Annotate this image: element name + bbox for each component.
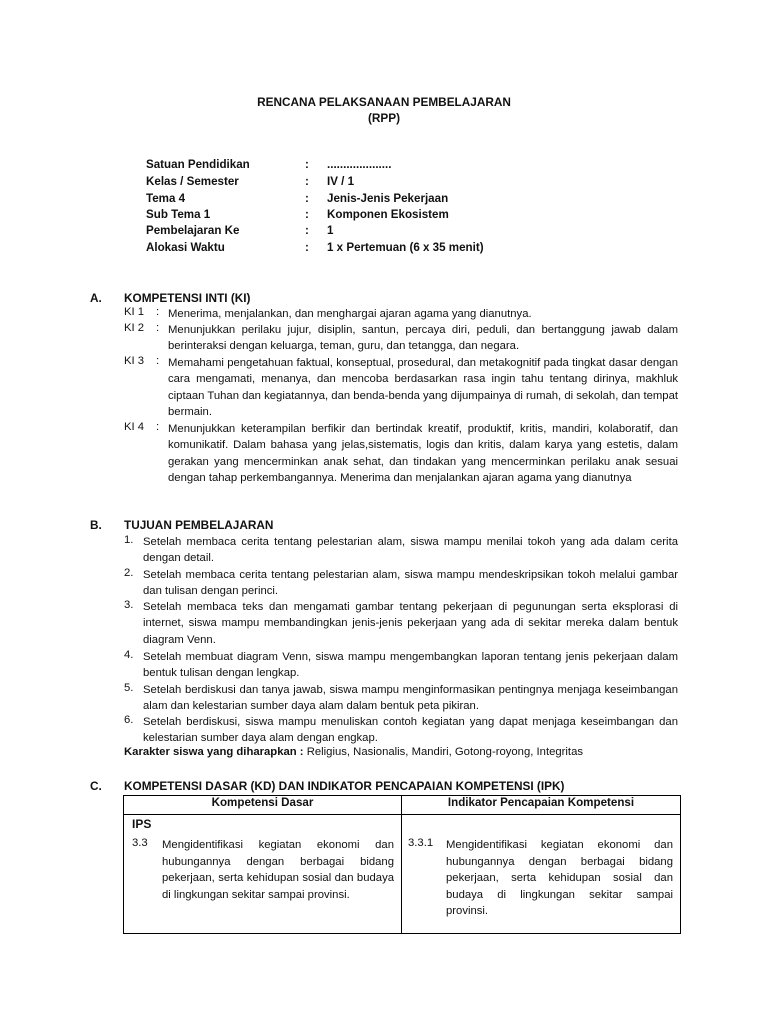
identity-value: Komponen Ekosistem bbox=[327, 208, 449, 221]
identity-label: Satuan Pendidikan bbox=[146, 158, 250, 171]
identity-value: Jenis-Jenis Pekerjaan bbox=[327, 192, 449, 205]
document-title: RENCANA PELAKSANAAN PEMBELAJARAN bbox=[257, 95, 511, 109]
identity-colon: : bbox=[305, 224, 309, 237]
kd-text: Mengidentifikasi kegiatan ekonomi dan hubungannya dengan berbagai bidang pekerjaan, serta kehidupan sosial dan budaya di lingkungan sekitar sampai provinsi. bbox=[162, 839, 394, 901]
identity-value: IV / 1 bbox=[327, 175, 355, 188]
objective-number: 6. bbox=[124, 714, 134, 726]
ki-text: Menerima, menjalankan, dan menghargai ajaran agama yang dianutnya. bbox=[168, 308, 532, 320]
ki-colon: : bbox=[156, 421, 160, 433]
identity-label: Kelas / Semester bbox=[146, 175, 239, 188]
ki-colon: : bbox=[156, 355, 160, 367]
objective-number: 1. bbox=[124, 534, 134, 546]
identity-colon: : bbox=[305, 208, 309, 221]
ki-text: Menunjukkan keterampilan berfikir dan bertindak kreatif, produktif, kritis, mandiri, kolaboratif, dan komunikatif. Dalam bahasa yang jelas,sistematis, logis dan kritis, dalam karya yang estetis, dalam gerakan yang mencerminkan anak sehat, dan tindakan yang mencerminkan perilaku anak sesuai dengan tahap perkembangannya. Menerima dan menjalankan ajaran agama yang dianutnya bbox=[168, 423, 678, 484]
identity-colon: : bbox=[305, 175, 309, 188]
character-line bbox=[124, 746, 583, 758]
ki-code: KI 2 bbox=[124, 322, 145, 334]
identity-label: Pembelajaran Ke bbox=[146, 224, 240, 237]
ipk-number: 3.3.1 bbox=[408, 837, 434, 849]
identity-label: Alokasi Waktu bbox=[146, 241, 225, 254]
objective-number: 2. bbox=[124, 567, 134, 579]
document-subtitle: (RPP) bbox=[367, 111, 401, 125]
ki-code: KI 4 bbox=[124, 421, 145, 433]
ipk-cell bbox=[402, 833, 681, 934]
objective-text: Setelah membaca cerita tentang pelestarian alam, siswa mampu mendeskripsikan tokoh melalui gambar dan tulisan dengan perinci. bbox=[143, 569, 678, 598]
ipk-text: Mengidentifikasi kegiatan ekonomi dan hubungannya dengan berbagai bidang pekerjaan, serta kehidupan sosial dan budaya di lingkungan sekitar sampai provinsi. bbox=[446, 839, 673, 917]
identity-colon: : bbox=[305, 241, 309, 254]
ki-text: Memahami pengetahuan faktual, konseptual, prosedural, dan metakognitif pada tingkat dasar dengan cara mengamati, menanya, dan mencoba berdasarkan rasa ingin tahu tentang dirinya, makhluk ciptaan Tuhan dan kegiatannya, dan benda-benda yang dijumpainya di rumah, di sekolah, dan tempat bermain. bbox=[168, 357, 678, 418]
section-c-letter: C. bbox=[90, 779, 102, 793]
ki-code: KI 1 bbox=[124, 306, 145, 318]
identity-value: 1 bbox=[327, 224, 334, 237]
ki-code: KI 3 bbox=[124, 355, 145, 367]
kd-cell bbox=[124, 833, 402, 934]
identity-value: .................... bbox=[327, 158, 392, 171]
kd-ipk-table bbox=[123, 795, 681, 934]
section-a-title: KOMPETENSI INTI (KI) bbox=[124, 291, 251, 305]
objective-number: 4. bbox=[124, 649, 134, 661]
section-b-title: TUJUAN PEMBELAJARAN bbox=[124, 518, 274, 532]
table-row bbox=[124, 833, 681, 934]
subject-row bbox=[124, 815, 681, 834]
section-b-letter: B. bbox=[90, 518, 102, 532]
objective-text: Setelah membuat diagram Venn, siswa mampu mengembangkan laporan tentang jenis pekerjaan dalam bentuk tulisan dengan lengkap. bbox=[143, 651, 678, 680]
identity-colon: : bbox=[305, 158, 309, 171]
character-values: Religius, Nasionalis, Mandiri, Gotong-royong, Integritas bbox=[306, 746, 583, 758]
objective-text: Setelah berdiskusi dan tanya jawab, siswa mampu menginformasikan pentingnya menjaga keseimbangan alam dan kelestarian sumber daya alam dalam bentuk peta pikiran. bbox=[143, 684, 678, 713]
identity-label: Tema 4 bbox=[146, 192, 186, 205]
subject-empty-cell bbox=[402, 815, 681, 834]
ki-text: Menunjukkan perilaku jujur, disiplin, santun, percaya diri, peduli, dan bertanggung jawab dalam berinteraksi dengan keluarga, teman, guru, dan tetangga, dan negara. bbox=[168, 324, 678, 353]
ki-colon: : bbox=[156, 306, 160, 318]
objective-text: Setelah membaca cerita tentang pelestarian alam, siswa mampu menilai tokoh yang ada dalam cerita dengan detail. bbox=[143, 536, 678, 565]
section-a-letter: A. bbox=[90, 291, 102, 305]
objective-number: 3. bbox=[124, 599, 134, 611]
identity-value: 1 x Pertemuan (6 x 35 menit) bbox=[327, 241, 484, 254]
subject-label: IPS bbox=[124, 815, 402, 834]
section-c-title: KOMPETENSI DASAR (KD) DAN INDIKATOR PENCAPAIAN KOMPETENSI (IPK) bbox=[124, 779, 565, 793]
identity-label: Sub Tema 1 bbox=[146, 208, 211, 221]
ipk-column-header: Indikator Pencapaian Kompetensi bbox=[402, 796, 681, 815]
character-label: Karakter siswa yang diharapkan : bbox=[124, 746, 304, 758]
objective-text: Setelah membaca teks dan mengamati gambar tentang pekerjaan di pegunungan serta eksplorasi di internet, siswa mampu membandingkan jenis-jenis pekerjaan yang ada di sekitar mereka dalam bentuk diagram Venn. bbox=[143, 601, 678, 646]
objective-text: Setelah berdiskusi, siswa mampu menuliskan contoh kegiatan yang dapat menjaga keseimbangan dan kelestarian sumber daya alam dengan engkap. bbox=[143, 716, 678, 745]
identity-colon: : bbox=[305, 192, 309, 205]
table-header-row bbox=[124, 796, 681, 815]
kd-column-header: Kompetensi Dasar bbox=[124, 796, 402, 815]
objective-number: 5. bbox=[124, 682, 134, 694]
ki-colon: : bbox=[156, 322, 160, 334]
kd-number: 3.3 bbox=[132, 837, 148, 849]
